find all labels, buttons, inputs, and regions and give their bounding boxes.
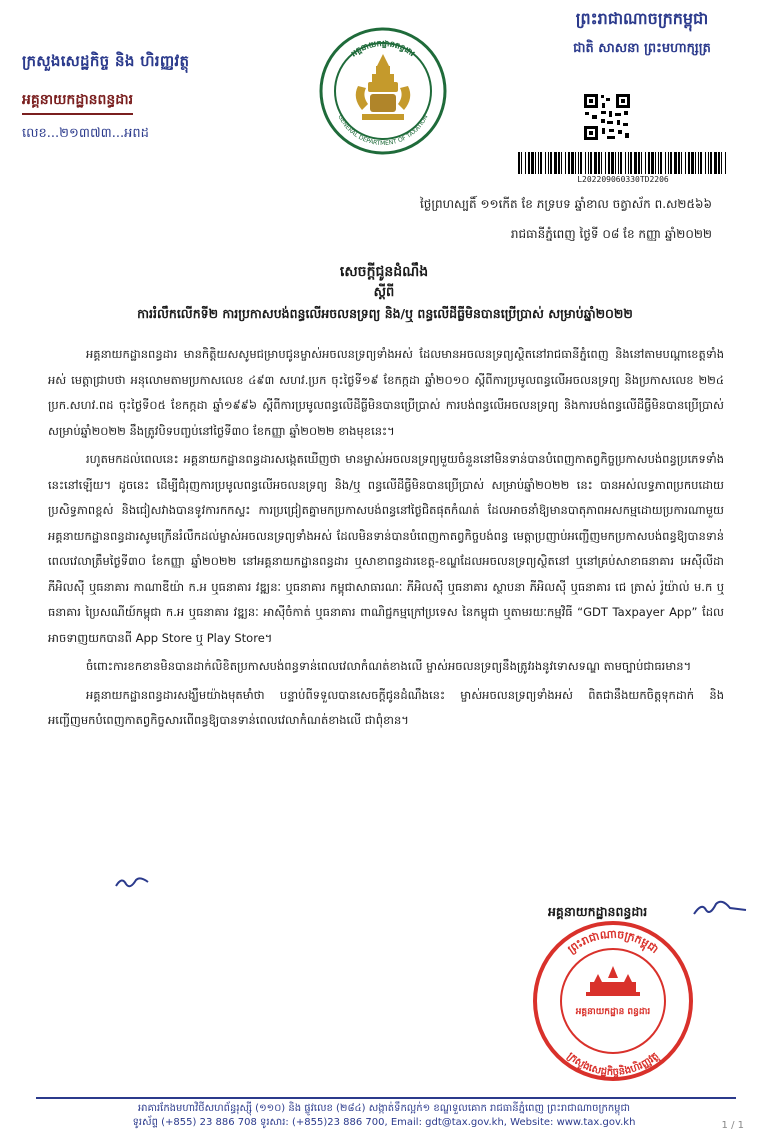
page-number: 1 / 1	[721, 1120, 744, 1131]
department-name: អគ្គនាយកដ្ឋានពន្ធដារ	[22, 90, 133, 115]
barcode-bar	[645, 152, 646, 174]
signer-title: អគ្គនាយកដ្ឋានពន្ធដារ	[548, 904, 648, 919]
barcode-bar	[625, 152, 626, 174]
barcode-bar	[634, 152, 637, 174]
barcode-bar	[571, 152, 574, 174]
barcode-bar	[655, 152, 656, 174]
barcode-bar	[695, 152, 696, 174]
barcode-bar	[714, 152, 717, 174]
body-paragraph: អគ្គនាយកដ្ឋានពន្ធដារ មានកិត្តិយសសូមជម្រាបជូនម្ចាស់អចលនទ្រព្យទាំងអស់ ដែលមានអចលនទ្រព្យស្ថិតនៅរាជធានីភ្នំពេញ និងនៅតាមបណ្តាខេត្តទាំងអស់ មេត្តាជ្រាបថា អនុលោមតាមប្រកាសលេខ ៤៩៣ សហវ.ប្រក ចុះថ្ងៃទី១៩ ខែកក្កដា ឆ្នាំ២០១០ ស្តីពីការប្រមូលពន្ធលើអចលនទ្រព្យ និងប្រកាសលេខ ២២៤ ប្រក.សហវ.ពដ ចុះថ្ងៃទី០៥ ខែកក្កដា ឆ្នាំ១៩៩៦ ស្តីពីការប្រមូលពន្ធលើដីធ្លីមិនបានប្រើប្រាស់ ការបង់ពន្ធលើអចលនទ្រព្យ និងការបង់ពន្ធលើដីធ្លីមិនបានប្រើប្រាស់សម្រាប់ឆ្នាំ២០២២ នឹងត្រូវបិទបញ្ចប់នៅថ្ងៃទី៣០ ខែកញ្ញា ឆ្នាំ២០២២ ខាងមុខនេះ។	[48, 347, 724, 438]
barcode-bar	[660, 152, 662, 174]
barcode-bar	[648, 152, 650, 174]
barcode-bar	[658, 152, 659, 174]
barcode-bar	[638, 152, 640, 174]
barcode-bar	[594, 152, 597, 174]
kingdom-header	[532, 8, 752, 59]
footer-divider	[36, 1097, 736, 1099]
gdt-logo	[318, 26, 448, 156]
barcode-bar	[651, 152, 654, 174]
kingdom-name: ព្រះរាជាណាចក្រកម្ពុជា	[575, 9, 709, 28]
barcode-bar	[681, 152, 682, 174]
barcode-bar	[538, 152, 539, 174]
barcode-bar	[611, 152, 614, 174]
ministry-name: ក្រសួងសេដ្ឋកិច្ច និង ហិរញ្ញវត្ថុ	[22, 52, 190, 70]
barcode-bar	[588, 152, 589, 174]
barcode-bar	[561, 152, 562, 174]
ministry-header	[22, 52, 262, 144]
footer-address: អាគារកែងមហាវិថីសហព័ន្ធរុស្ស៊ី (១១០) និង ផ្លូវលេខ (២៨៤) សង្កាត់ទឹកល្អក់១ ខណ្ឌទួលគោក រាជធានីភ្នំពេញ ព្រះរាជាណាចក្រកម្ពុជា	[137, 1103, 631, 1114]
footer-contact: ទូរស័ព្ទ (+855) 23 886 708 ទូរសារ: (+855)23 886 700, Email: gdt@tax.gov.kh, Website: www.tax.gov.kh	[132, 1117, 636, 1128]
barcode-bar	[540, 152, 542, 174]
barcode-bar	[558, 152, 560, 174]
barcode-bar	[708, 152, 709, 174]
notice-regarding: ស្តីពី	[373, 285, 395, 300]
barcode-bar	[608, 152, 610, 174]
barcode-bar	[590, 152, 592, 174]
barcode-bar	[550, 152, 552, 174]
solar-date: រាជធានីភ្នំពេញ ថ្ងៃទី ០៨ ខែ កញ្ញា ឆ្នាំ២០២២	[510, 227, 712, 241]
barcode-bar	[725, 152, 726, 174]
barcode-bar	[615, 152, 616, 174]
barcode-bar	[641, 152, 642, 174]
barcode-bar	[678, 152, 680, 174]
seal-text-top: ព្រះរាជាណាចក្រកម្ពុជា	[565, 927, 661, 957]
barcode-bar	[518, 152, 520, 174]
barcode-bar	[585, 152, 586, 174]
barcode-bar	[531, 152, 534, 174]
barcode-bar	[545, 152, 546, 174]
seal-text-center: អគ្គនាយកដ្ឋាន ពន្ធដារ	[575, 1007, 651, 1017]
body-paragraph: ចំពោះការខកខានមិនបានដាក់លិខិតប្រកាសបង់ពន្ធទាន់ពេលវេលាកំណត់ខាងលើ ម្ចាស់អចលនទ្រព្យនឹងត្រូវរងនូវទោសទណ្ឌ តាមច្បាប់ជាធរមាន។	[86, 659, 692, 673]
seal-text-bottom: ក្រសួងសេដ្ឋកិច្ចនិងហិរញ្ញវត្ថុ	[564, 1050, 662, 1079]
barcode-bar	[535, 152, 536, 174]
barcode-bar	[598, 152, 600, 174]
notice-body	[48, 342, 724, 737]
logo-text-top: អគ្គនាយកដ្ឋានពន្ធដារ	[349, 38, 417, 59]
barcode-bar	[665, 152, 666, 174]
barcode-bar	[670, 152, 672, 174]
notice-title: សេចក្តីជូនដំណឹង	[339, 264, 429, 280]
barcode-bar	[685, 152, 686, 174]
barcode-bar	[601, 152, 602, 174]
qr-code-icon	[583, 93, 631, 141]
barcode-bar	[554, 152, 557, 174]
notice-subject: ការរំលឹកលើកទី២ ការប្រកាសបង់ពន្ធលើអចលនទ្រព្យ និង/ឬ ពន្ធលើដីធ្លីមិនបានប្រើប្រាស់ សម្រាប់ឆ្នាំ២០២២	[137, 306, 633, 321]
body-paragraph: អគ្គនាយកដ្ឋានពន្ធដារសង្ឃឹមយ៉ាងមុតមាំថា បន្ទាប់ពីទទួលបានសេចក្តីជូនដំណឹងនេះ ម្ចាស់អចលនទ្រព្យទាំងអស់ ពិតជានឹងយកចិត្តទុកដាក់ និងអញ្ជើញមកបំពេញកាតព្វកិច្ចសារពើពន្ធឱ្យបានទាន់ពេលវេលាកំណត់ខាងលើ ជាពុំខាន។	[48, 687, 724, 727]
initial-signature-icon	[112, 872, 152, 892]
barcode-bar	[674, 152, 677, 174]
barcode-bar	[721, 152, 722, 174]
barcode-bar	[521, 152, 522, 174]
barcode-bar	[528, 152, 530, 174]
barcode-bar	[568, 152, 570, 174]
barcode-bar	[628, 152, 629, 174]
logo-text-bottom: GENERAL DEPARTMENT OF TAXATION	[336, 113, 430, 147]
reference-number: លេខ...២១៣៧៣...អពដ	[22, 126, 149, 141]
barcode-bar	[525, 152, 526, 174]
barcode-bar	[565, 152, 566, 174]
official-seal	[530, 918, 696, 1084]
barcode-bar	[698, 152, 699, 174]
barcode-bar	[700, 152, 702, 174]
body-paragraph: រហូតមកដល់ពេលនេះ អគ្គនាយកដ្ឋានពន្ធដារសង្កេតឃើញថា មានម្ចាស់អចលនទ្រព្យមួយចំនួននៅមិនទាន់បានបំពេញកាតព្វកិច្ចប្រកាសបង់ពន្ធប្រភេទទាំងនេះនៅឡើយ។ ដូចនេះ ដើម្បីជំរុញការប្រមូលពន្ធលើអចលនទ្រព្យ និង/ឬ ពន្ធលើដីធ្លីមិនបានប្រើប្រាស់ សម្រាប់ឆ្នាំ២០២២ នេះ បានអស់លទ្ធភាពប្រកបដោយប្រសិទ្ធភាពខ្ពស់ និងជៀសវាងបានទូវការកកស្ទះ ការប្រជ្រៀតគ្នាមកប្រកាសបង់ពន្ធនៅថ្ងៃជិតផុតកំណត់ ដែលអាចនាំឱ្យមានបាតុភាពអសកម្មដោយប្រការណាមួយ អគ្គនាយកដ្ឋានពន្ធដារសូមក្រើនរំលឹកដល់ម្ចាស់អចលនទ្រព្យទាំងអស់ ដែលមិនទាន់បានបំពេញកាតព្វកិច្ចបង់ពន្ធ មេត្តាប្រញាប់អញ្ជើញមកប្រកាសបង់ពន្ធឱ្យបានទាន់ពេលវេលាត្រឹមថ្ងៃទី៣០ ខែកញ្ញា ឆ្នាំ២០២២ នៅអគ្គនាយកដ្ឋានពន្ធដារ ឬសាខាពន្ធដារខេត្ត-ខណ្ឌដែលអចលនទ្រព្យស្ថិតនៅ ឬនៅគ្រប់សាខាធនាគារ អេស៊ីលីដា ភីអិលស៊ី ឬធនាគារ កាណាឌីយ៉ា ក.អ ឬធនាគារ វឌ្ឍនៈ ឬធនាគារ កម្ពុជាសាធារណៈ ភីអិលស៊ី ឬធនាគារ ស្ថាបនា ភីអិលស៊ី ឬធនាគារ ជេ ត្រាស់ រ៉ូយ៉ាល់ ម.ក ឬធនាគារ ប្រៃសណីយ៍កម្ពុជា ក.អ ឬធនាគារ វឌ្ឍនៈ អាស៊ីចំកាត់ ឬធនាគារ ពាណិជ្ជកម្មក្រៅប្រទេស នៃកម្ពុជា ឬតាមរយៈកម្មវិធី “GDT Taxpayer App” ដែលអាចទាញយកបានពី App Store ឬ Play Store។	[48, 452, 724, 645]
barcode-bar	[620, 152, 622, 174]
barcode-bar	[718, 152, 720, 174]
barcode-bar	[578, 152, 579, 174]
barcode-id: L202209060330TD2206	[577, 175, 669, 184]
barcode-bar	[548, 152, 549, 174]
barcode-bar	[630, 152, 632, 174]
national-motto: ជាតិ សាសនា ព្រះមហាក្សត្រ	[573, 41, 711, 56]
barcode-bar	[710, 152, 712, 174]
barcode-bar	[575, 152, 576, 174]
angkor-temple-icon	[586, 966, 640, 996]
svg-text:ក្រសួងសេដ្ឋកិច្ចនិងហិរញ្ញវត្ថុ	[565, 1051, 662, 1078]
barcode-bar	[705, 152, 706, 174]
barcode-bar	[668, 152, 669, 174]
barcode-icon	[518, 152, 728, 174]
barcode-bar	[580, 152, 582, 174]
barcode-bar	[605, 152, 606, 174]
barcode-bar	[691, 152, 694, 174]
barcode-bar	[688, 152, 690, 174]
director-signature-icon	[690, 896, 750, 920]
barcode-bar	[618, 152, 619, 174]
lunar-date: ថ្ងៃព្រហស្បតិ៍ ១១កើត ខែ ភទ្របទ ឆ្នាំខាល ចត្វាស័ក ព.ស២៥៦៦	[419, 197, 712, 211]
